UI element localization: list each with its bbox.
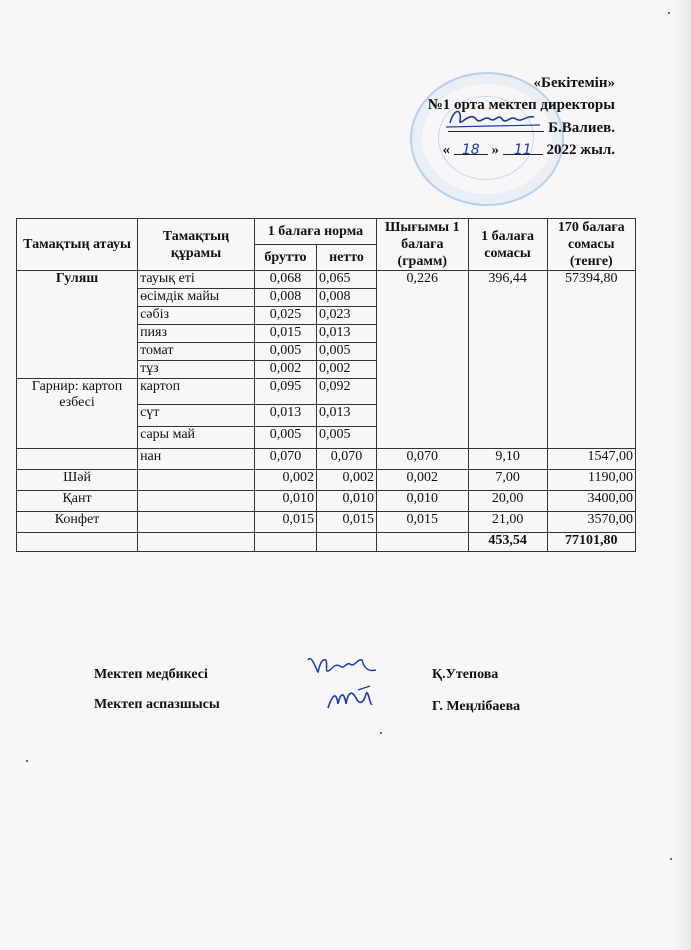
- brutto-cell: 0,025: [254, 307, 316, 325]
- brutto-cell: 0,013: [254, 405, 316, 427]
- cost-170-cell: 57394,80: [547, 271, 635, 449]
- menu-table: [16, 218, 636, 552]
- ingredient-name: тұз: [138, 361, 255, 379]
- ingredient-name: пияз: [138, 325, 255, 343]
- empty-cell: [377, 533, 469, 552]
- cost-170-cell: 3570,00: [547, 512, 635, 533]
- netto-cell: 0,070: [317, 449, 377, 470]
- brutto-cell: 0,005: [254, 343, 316, 361]
- yield-cell: 0,070: [377, 449, 469, 470]
- header-brutto: брутто: [254, 245, 316, 271]
- paper-speck: [670, 858, 672, 860]
- netto-cell: 0,023: [317, 307, 377, 325]
- approval-date: [428, 139, 615, 161]
- ingredient-name: тауық еті: [138, 271, 255, 289]
- dish-name-cell: Гуляш: [17, 271, 138, 379]
- cook-title: Мектеп аспазшысы: [94, 697, 220, 712]
- dish-name-cell: Қант: [17, 491, 138, 512]
- netto-cell: 0,002: [317, 361, 377, 379]
- director-name: Б.Валиев.: [548, 120, 615, 136]
- date-day: 18: [461, 142, 480, 158]
- nurse-name: Қ.Утепова: [432, 667, 499, 682]
- ingredient-name: картоп: [138, 379, 255, 405]
- empty-cell: [138, 533, 255, 552]
- dish-name-cell: [17, 449, 138, 470]
- total-cost-170: 77101,80: [547, 533, 635, 552]
- netto-cell: 0,005: [317, 427, 377, 449]
- header-dish-name: Тамақтың атауы: [17, 219, 138, 271]
- cost-per-child-cell: 7,00: [468, 470, 547, 491]
- cost-170-cell: 1190,00: [547, 470, 635, 491]
- table-row: [17, 271, 636, 289]
- date-month: 11: [513, 142, 532, 158]
- header-yield: Шығымы 1 балаға (грамм): [377, 219, 469, 271]
- paper-speck: [380, 732, 382, 734]
- cost-per-child-cell: 20,00: [468, 491, 547, 512]
- cost-per-child-cell: 396,44: [468, 271, 547, 449]
- ingredient-name: сары май: [138, 427, 255, 449]
- yield-cell: 0,015: [377, 512, 469, 533]
- yield-cell: 0,226: [377, 271, 469, 449]
- brutto-cell: 0,070: [254, 449, 316, 470]
- header-netto: нетто: [317, 245, 377, 271]
- table-row: [17, 470, 636, 491]
- brutto-cell: 0,015: [254, 512, 316, 533]
- nurse-signature: [300, 650, 390, 682]
- netto-cell: 0,008: [317, 289, 377, 307]
- total-cost-per-child: 453,54: [468, 533, 547, 552]
- brutto-cell: 0,005: [254, 427, 316, 449]
- brutto-cell: 0,002: [254, 470, 316, 491]
- cost-170-cell: 3400,00: [547, 491, 635, 512]
- brutto-cell: 0,002: [254, 361, 316, 379]
- brutto-cell: 0,010: [254, 491, 316, 512]
- ingredient-name: [138, 491, 255, 512]
- ingredient-name: нан: [138, 449, 255, 470]
- netto-cell: 0,015: [317, 512, 377, 533]
- approval-title: «Бекітемін»: [533, 75, 615, 91]
- totals-row: [17, 533, 636, 552]
- yield-cell: 0,002: [377, 470, 469, 491]
- header-norm: 1 балаға норма: [254, 219, 376, 245]
- yield-cell: 0,010: [377, 491, 469, 512]
- netto-cell: 0,065: [317, 271, 377, 289]
- cook-signature: [322, 682, 392, 716]
- empty-cell: [254, 533, 316, 552]
- brutto-cell: 0,095: [254, 379, 316, 405]
- cost-170-cell: 1547,00: [547, 449, 635, 470]
- table-row: [17, 491, 636, 512]
- empty-cell: [17, 533, 138, 552]
- netto-cell: 0,013: [317, 325, 377, 343]
- table-row: [17, 512, 636, 533]
- netto-cell: 0,013: [317, 405, 377, 427]
- nurse-title: Мектеп медбикесі: [94, 667, 208, 682]
- date-month-field: [503, 139, 543, 158]
- header-composition: Тамақтың құрамы: [138, 219, 255, 271]
- empty-cell: [317, 533, 377, 552]
- director-signature: [440, 103, 550, 133]
- table-row: [17, 449, 636, 470]
- date-close-quote: »: [491, 142, 499, 158]
- cost-per-child-cell: 21,00: [468, 512, 547, 533]
- header-cost-per-child: 1 балаға сомасы: [468, 219, 547, 271]
- netto-cell: 0,092: [317, 379, 377, 405]
- cost-per-child-cell: 9,10: [468, 449, 547, 470]
- date-open-quote: «: [442, 142, 450, 158]
- brutto-cell: 0,015: [254, 325, 316, 343]
- netto-cell: 0,005: [317, 343, 377, 361]
- ingredient-name: өсімдік майы: [138, 289, 255, 307]
- paper-speck: [26, 760, 28, 762]
- garnish-name-cell: Гарнир: картоп езбесі: [17, 379, 138, 449]
- dish-name-cell: Шәй: [17, 470, 138, 491]
- date-year: 2022 жыл.: [546, 142, 615, 158]
- ingredient-name: [138, 470, 255, 491]
- ingredient-name: сүт: [138, 405, 255, 427]
- header-row-1: [17, 219, 636, 245]
- ingredient-name: томат: [138, 343, 255, 361]
- netto-cell: 0,002: [317, 470, 377, 491]
- page-edge-shadow: [673, 0, 691, 950]
- ingredient-name: [138, 512, 255, 533]
- dish-name-cell: Конфет: [17, 512, 138, 533]
- brutto-cell: 0,008: [254, 289, 316, 307]
- header-cost-170: 170 балаға сомасы (тенге): [547, 219, 635, 271]
- paper-speck: [668, 12, 670, 14]
- ingredient-name: сәбіз: [138, 307, 255, 325]
- brutto-cell: 0,068: [254, 271, 316, 289]
- date-day-field: [454, 139, 488, 158]
- netto-cell: 0,010: [317, 491, 377, 512]
- cook-name: Г. Меңлібаева: [432, 699, 521, 714]
- approval-position: №1 орта мектеп директоры: [427, 97, 615, 113]
